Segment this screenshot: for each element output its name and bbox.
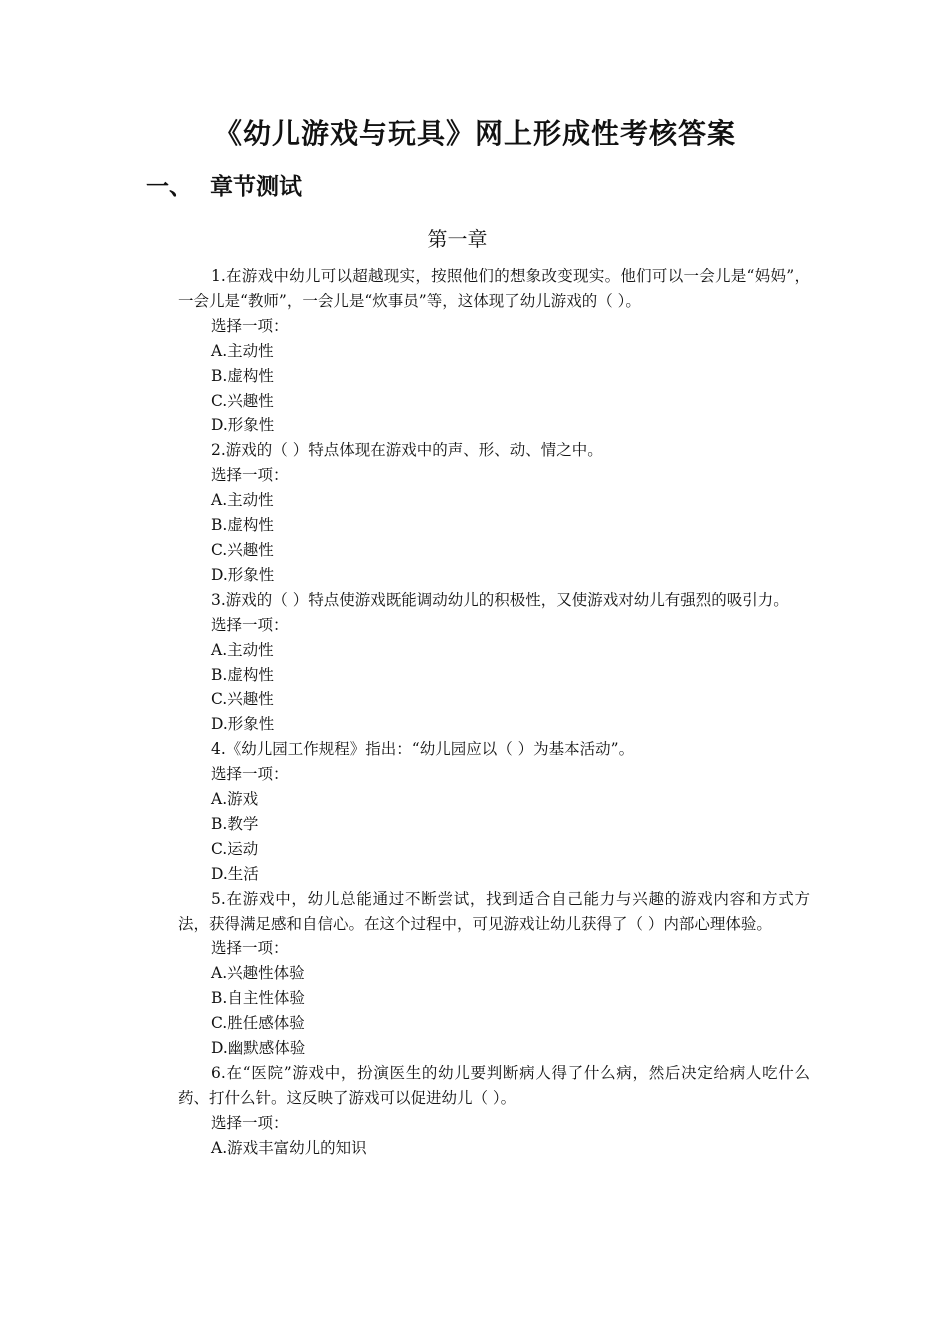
option-a: A.兴趣性体验 xyxy=(211,964,305,983)
option-c: C.兴趣性 xyxy=(211,391,274,410)
option-c: C.胜任感体验 xyxy=(211,1014,305,1033)
option-c: C.运动 xyxy=(211,839,259,858)
choice-prompt: 选择一项： xyxy=(211,1113,289,1132)
section-heading xyxy=(146,168,302,201)
option-a: A.游戏丰富幼儿的知识 xyxy=(211,1138,367,1157)
document-title: 《幼儿游戏与玩具》网上形成性考核答案 xyxy=(213,117,736,150)
chapter-heading: 第一章 xyxy=(427,227,488,251)
option-b: B.自主性体验 xyxy=(211,989,305,1008)
choice-prompt: 选择一项： xyxy=(211,615,289,634)
question-1 xyxy=(178,264,810,438)
choice-prompt: 选择一项： xyxy=(211,765,289,784)
question-text: 4.《幼儿园工作规程》指出：“幼儿园应以（ ）为基本活动”。 xyxy=(211,740,635,759)
question-text: 6.在“医院”游戏中，扮演医生的幼儿要判断病人得了什么病，然后决定给病人吃什么药、打什么针。这反映了游戏可以促进幼儿（ ）。 xyxy=(178,1064,810,1107)
question-6 xyxy=(178,1061,810,1161)
option-c: C.兴趣性 xyxy=(211,690,274,709)
option-d: D.幽默感体验 xyxy=(211,1039,306,1058)
question-2 xyxy=(178,438,810,587)
question-4 xyxy=(178,737,810,886)
section-label: 章节测试 xyxy=(210,174,302,200)
option-a: A.主动性 xyxy=(211,640,274,659)
section-number: 一、 xyxy=(146,174,192,200)
choice-prompt: 选择一项： xyxy=(211,316,289,335)
option-d: D.形象性 xyxy=(211,565,275,584)
option-c: C.兴趣性 xyxy=(211,540,274,559)
question-text: 5.在游戏中，幼儿总能通过不断尝试，找到适合自己能力与兴趣的游戏内容和方式方法，获得满足感和自信心。在这个过程中，可见游戏让幼儿获得了（ ）内部心理体验。 xyxy=(178,889,810,933)
choice-prompt: 选择一项： xyxy=(211,466,289,485)
question-text: 2.游戏的（ ）特点体现在游戏中的声、形、动、情之中。 xyxy=(211,441,603,460)
question-5 xyxy=(178,887,810,1061)
option-d: D.形象性 xyxy=(211,416,275,435)
option-a: A.游戏 xyxy=(211,790,259,809)
option-a: A.主动性 xyxy=(211,341,274,360)
question-list xyxy=(178,264,810,1161)
option-a: A.主动性 xyxy=(211,491,274,510)
option-d: D.形象性 xyxy=(211,715,275,734)
option-b: B.虚构性 xyxy=(211,665,274,684)
choice-prompt: 选择一项： xyxy=(211,939,289,958)
question-text: 1.在游戏中幼儿可以超越现实，按照他们的想象改变现实。他们可以一会儿是“妈妈”，一会儿是“教师”，一会儿是“炊事员”等，这体现了幼儿游戏的（ ）。 xyxy=(178,267,810,310)
option-b: B.虚构性 xyxy=(211,516,274,535)
question-3 xyxy=(178,588,810,737)
option-d: D.生活 xyxy=(211,864,259,883)
option-b: B.教学 xyxy=(211,814,259,833)
question-text: 3.游戏的（ ）特点使游戏既能调动幼儿的积极性，又使游戏对幼儿有强烈的吸引力。 xyxy=(211,590,789,609)
option-b: B.虚构性 xyxy=(211,366,274,385)
